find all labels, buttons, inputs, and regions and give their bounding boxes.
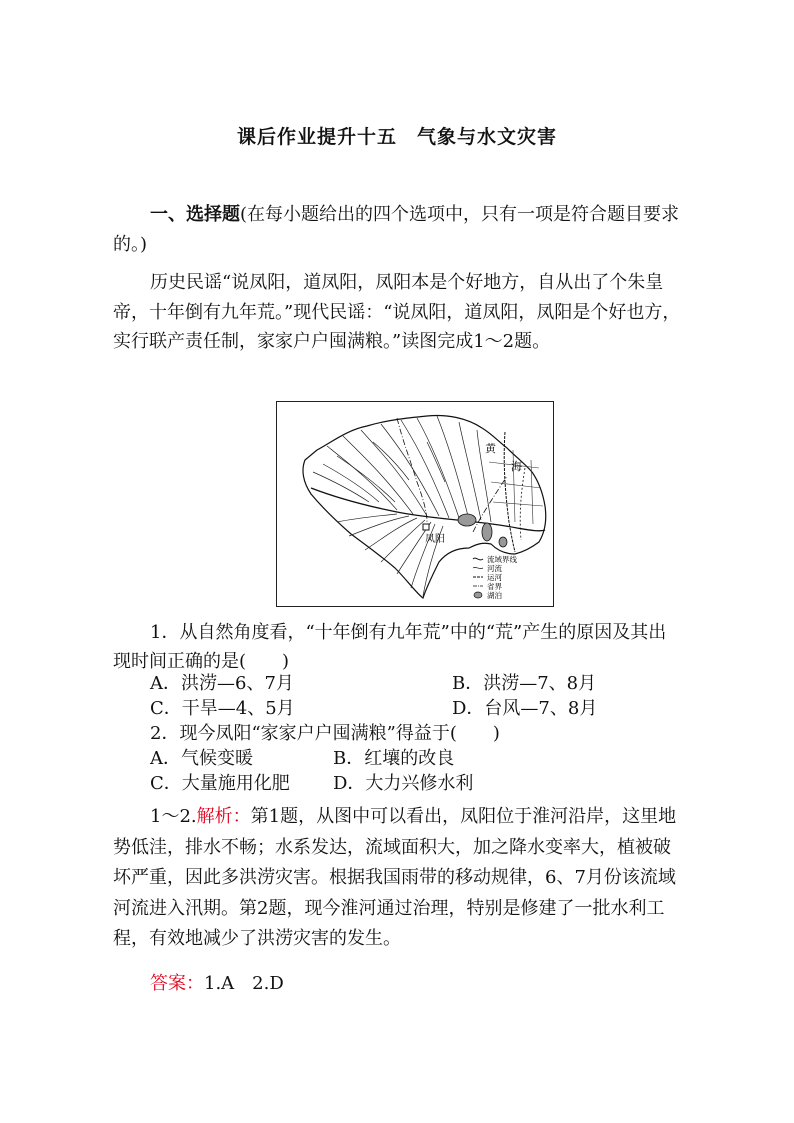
- q2-option-a: A．气候变暖: [150, 748, 253, 769]
- legend-river: 河流: [487, 564, 502, 573]
- q2-stem: 2．现今凤阳“家家户户囤满粮”得益于( ): [150, 723, 500, 744]
- q2-option-b: B．红壤的改良: [333, 748, 455, 769]
- analysis-paragraph: [113, 802, 683, 955]
- map-label-hai: 海: [511, 461, 522, 473]
- q2-option-d: D．大力兴修水利: [333, 773, 474, 794]
- q1-option-c: C．干旱—4、5月: [150, 698, 295, 719]
- legend-canal: 运河: [487, 573, 502, 582]
- legend-lake: 湖泊: [487, 591, 502, 600]
- map-legend: [473, 554, 517, 600]
- q1-stem: 1．从自然角度看，“十年倒有九年荒”中的“荒”产生的原因及其出现时间正确的是( ): [113, 622, 667, 672]
- section-note: (在每小题给出的四个选项中，只有一项是符合题目要求的。): [113, 204, 680, 255]
- answer-label: 答案：: [150, 973, 204, 994]
- analysis-label: 解析：: [196, 806, 251, 827]
- map-drawing: [277, 402, 553, 606]
- analysis-prefix: 1～2.: [150, 806, 197, 827]
- q1-option-a: A．洪涝—6、7月: [150, 673, 294, 694]
- q1-option-d: D．台风—7、8月: [452, 698, 598, 719]
- map-label-huang: 黄: [485, 443, 496, 455]
- answer-text: 1.A 2.D: [204, 973, 284, 994]
- huaihe-basin-map: [276, 401, 554, 607]
- analysis-text: 第1题，从图中可以看出，凤阳位于淮河沿岸，这里地势低洼，排水不畅；水系发达，流域面积大，加之降水变率大，植被破坏严重，因此多洪涝灾害。根据我国雨带的移动规律，6、7月份该流域河流进入汛期。第2题，现今淮河通过治理，特别是修建了一批水利工程，有效地减少了洪涝灾害的发生。: [113, 806, 677, 949]
- q2-option-c: C．大量施用化肥: [150, 773, 290, 794]
- page-title: 课后作业提升十五 气象与水文灾害: [236, 126, 557, 148]
- legend-province-boundary: 省界: [487, 582, 502, 591]
- section-heading: 一、选择题: [150, 204, 240, 225]
- q1-option-b: B．洪涝—7、8月: [452, 673, 597, 694]
- legend-basin-boundary: 流域界线: [487, 555, 517, 564]
- map-label-fengyang: 凤阳: [425, 534, 445, 545]
- answer-line: [150, 971, 284, 997]
- question-intro: 历史民谣“说凤阳，道凤阳，凤阳本是个好地方，自从出了个朱皇帝，十年倒有九年荒。”现代民谣：“说凤阳，道凤阳，凤阳是个好也方，实行联产责任制，家家户户囤满粮。”读图完成1～2题。: [113, 272, 681, 352]
- section-intro: [113, 200, 683, 259]
